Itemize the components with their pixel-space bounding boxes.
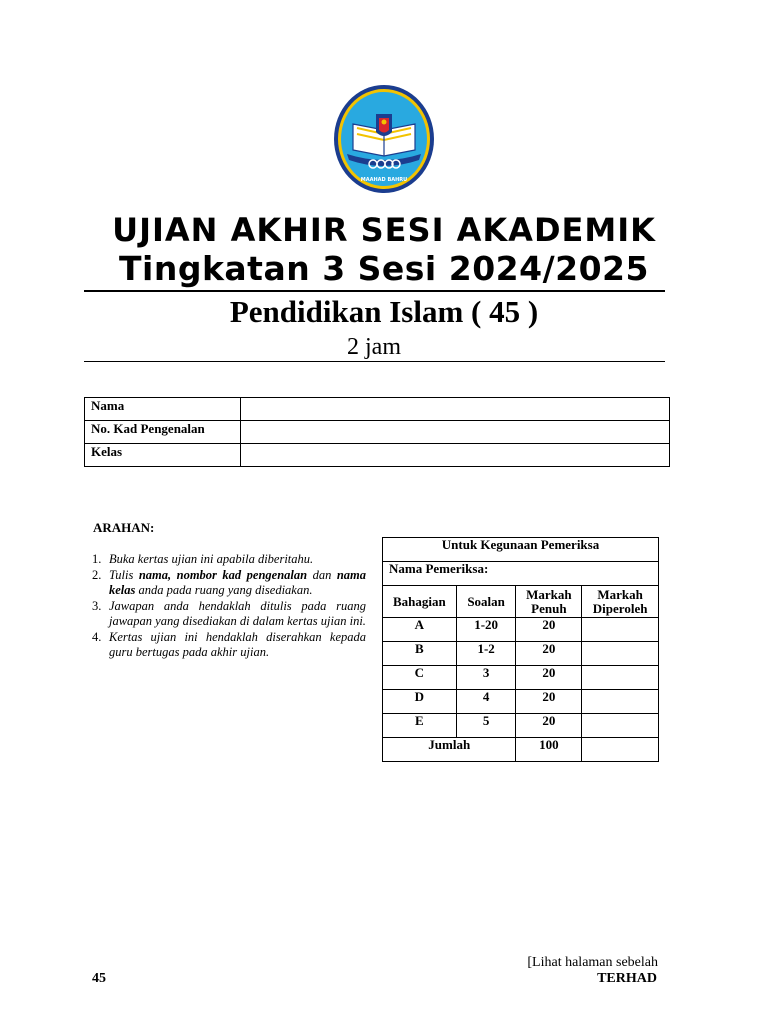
table-row [383,666,659,690]
question-cell: 1-2 [456,642,516,666]
logo-ring-label: MAAHAD BAHRU [360,177,408,183]
instruction-number: 3. [92,598,102,613]
page-number: 45 [92,971,106,986]
instruction-text: dan [307,567,337,582]
obtained-mark-cell[interactable] [582,690,659,714]
table-row [85,444,670,467]
instruction-number: 1. [92,552,102,566]
obtained-mark-cell[interactable] [582,618,659,642]
obtained-mark-cell[interactable] [582,642,659,666]
instruction-text: Buka kertas ujian ini apabila diberitahu. [109,552,314,566]
instruction-number: 2. [92,567,102,582]
section-cell: C [383,666,457,690]
examiner-table [382,537,659,762]
student-info-table [84,397,670,467]
column-header: Markah Penuh [516,586,582,618]
table-row [383,690,659,714]
school-crest-logo [333,84,435,194]
instruction-item [92,599,366,630]
question-cell: 3 [456,666,516,690]
table-header-row [383,586,659,618]
total-full-mark: 100 [516,738,582,762]
full-mark-cell: 20 [516,618,582,642]
ic-number-field[interactable] [241,421,670,444]
examiner-name-field[interactable]: Nama Pemeriksa: [383,562,659,586]
info-label: Kelas [85,444,241,467]
table-row [85,421,670,444]
instruction-text: Jawapan anda hendaklah ditulis pada ruang jawapan yang disediakan di dalam kertas ujian ini. [109,598,366,628]
instruction-text: Kertas ujian ini hendaklah diserahkan kepada guru bertugas pada akhir ujian. [109,629,366,659]
question-cell: 4 [456,690,516,714]
divider-bottom [84,361,665,362]
section-cell: B [383,642,457,666]
examiner-table-title: Untuk Kegunaan Pemeriksa [383,538,659,562]
instruction-text: nama kelas [109,567,367,597]
instructions-list [92,552,366,661]
section-cell: E [383,714,457,738]
total-row [383,738,659,762]
info-label: No. Kad Pengenalan [85,421,241,444]
class-field[interactable] [241,444,670,467]
exam-session: Tingkatan 3 Sesi 2024/2025 [119,249,649,288]
section-cell: A [383,618,457,642]
shield-emblem-icon [376,114,392,136]
full-mark-cell: 20 [516,666,582,690]
table-row [85,398,670,421]
next-page-note: [Lihat halaman sebelah [527,955,658,970]
instruction-text: nama, nombor kad pengenalan [138,567,308,582]
full-mark-cell: 20 [516,690,582,714]
obtained-mark-cell[interactable] [582,714,659,738]
question-cell: 1-20 [456,618,516,642]
obtained-mark-cell[interactable] [582,666,659,690]
instruction-number: 4. [92,629,102,644]
divider-top [84,290,665,292]
classification-label: TERHAD [597,971,657,986]
full-mark-cell: 20 [516,714,582,738]
instruction-item [92,568,366,599]
table-row [383,538,659,562]
section-cell: D [383,690,457,714]
column-header: Markah Diperoleh [582,586,659,618]
column-header: Soalan [456,586,516,618]
exam-title: UJIAN AKHIR SESI AKADEMIK [112,211,656,249]
table-row [383,714,659,738]
subject-title: Pendidikan Islam ( 45 ) [229,294,539,329]
info-label: Nama [85,398,241,421]
column-header: Bahagian [383,586,457,618]
total-label: Jumlah [383,738,516,762]
table-row [383,642,659,666]
name-field[interactable] [241,398,670,421]
instruction-text: anda pada ruang yang disediakan. [135,583,313,597]
full-mark-cell: 20 [516,642,582,666]
exam-duration: 2 jam [347,334,401,360]
table-row [383,618,659,642]
instruction-text: Tulis [109,567,139,582]
instructions-title: ARAHAN: [93,520,155,535]
total-obtained-mark[interactable] [582,738,659,762]
instruction-item [92,552,366,568]
question-cell: 5 [456,714,516,738]
table-row [383,562,659,586]
instruction-item [92,630,366,661]
